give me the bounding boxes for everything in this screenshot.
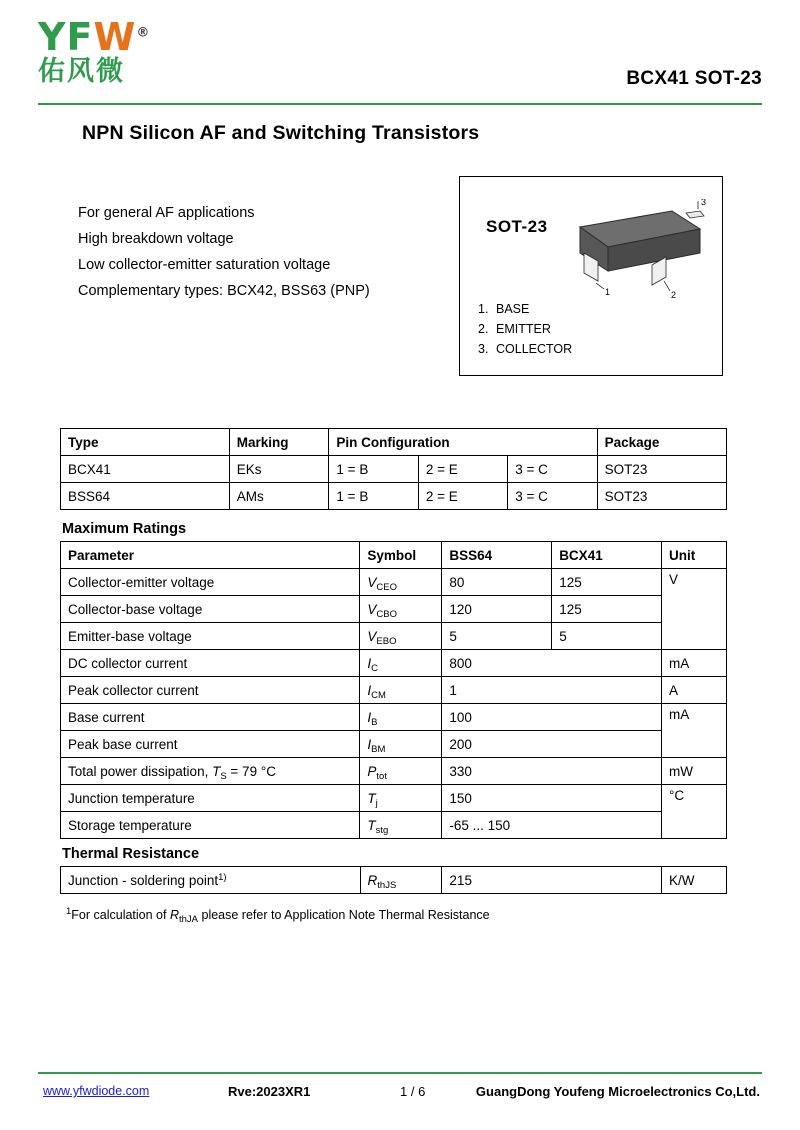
section-heading-thermal-resistance: Thermal Resistance bbox=[62, 846, 200, 862]
cell-marking: AMs bbox=[229, 483, 329, 510]
table-row bbox=[61, 785, 727, 812]
cell-type: BCX41 bbox=[61, 456, 230, 483]
symbol-sub: CBO bbox=[376, 608, 398, 620]
cell-parameter bbox=[61, 867, 361, 894]
cell-symbol bbox=[360, 677, 442, 704]
cell-parameter: Collector-emitter voltage bbox=[61, 569, 360, 596]
pin-number: 2. bbox=[478, 322, 489, 336]
cell-symbol bbox=[360, 569, 442, 596]
table-row bbox=[61, 623, 727, 650]
table-row bbox=[61, 677, 727, 704]
cell-value: 215 bbox=[442, 867, 662, 894]
symbol-sub: CM bbox=[371, 689, 386, 701]
table-row bbox=[61, 704, 727, 731]
footnote-number: 1 bbox=[66, 906, 72, 917]
logo-letter-y: Y bbox=[38, 15, 67, 59]
table-row bbox=[61, 596, 727, 623]
symbol-base: P bbox=[367, 763, 377, 779]
cell-pin2: 2 = E bbox=[418, 456, 507, 483]
cell-pin1: 1 = B bbox=[329, 483, 418, 510]
parameter-tail: = 79 °C bbox=[226, 763, 276, 779]
website-link[interactable]: www.yfwdiode.com bbox=[43, 1084, 150, 1098]
page-number: 1 / 6 bbox=[400, 1084, 426, 1099]
symbol-base: V bbox=[367, 574, 377, 590]
table-row bbox=[61, 867, 727, 894]
footnote-symbol: R bbox=[169, 908, 179, 922]
table-row bbox=[61, 731, 727, 758]
parameter-text: Junction - soldering point bbox=[68, 872, 219, 888]
col-unit: Unit bbox=[662, 542, 727, 569]
cell-type: BSS64 bbox=[61, 483, 230, 510]
cell-bcx41: 125 bbox=[552, 596, 662, 623]
cell-parameter: Peak collector current bbox=[61, 677, 360, 704]
col-parameter: Parameter bbox=[61, 542, 360, 569]
cell-unit: A bbox=[662, 677, 727, 704]
cell-parameter: Emitter-base voltage bbox=[61, 623, 360, 650]
feature-item: For general AF applications bbox=[78, 205, 255, 221]
cell-unit: mA bbox=[662, 704, 727, 758]
cell-unit: K/W bbox=[662, 867, 727, 894]
type-table bbox=[60, 428, 727, 510]
cell-pin2: 2 = E bbox=[418, 483, 507, 510]
page-title: NPN Silicon AF and Switching Transistors bbox=[82, 122, 480, 144]
footnote-text-a: For calculation of bbox=[71, 908, 170, 922]
cell-parameter: Peak base current bbox=[61, 731, 360, 758]
symbol-base: T bbox=[367, 817, 376, 833]
cell-bss64: 80 bbox=[442, 569, 552, 596]
pin-number: 1. bbox=[478, 302, 489, 316]
col-bss64: BSS64 bbox=[442, 542, 552, 569]
cell-bss64: 5 bbox=[442, 623, 552, 650]
symbol-sub: EBO bbox=[376, 635, 397, 647]
col-bcx41: BCX41 bbox=[552, 542, 662, 569]
symbol-base: I bbox=[367, 709, 372, 725]
cell-unit: mA bbox=[662, 650, 727, 677]
page-footer bbox=[38, 1080, 762, 1106]
cell-parameter bbox=[61, 758, 360, 785]
cell-pin1: 1 = B bbox=[329, 456, 418, 483]
cell-symbol bbox=[360, 731, 442, 758]
symbol-sub: tot bbox=[376, 770, 387, 782]
footer-divider bbox=[38, 1072, 762, 1074]
logo-letter-f: F bbox=[66, 15, 94, 59]
symbol-sub: stg bbox=[375, 824, 389, 836]
callout-2: 2 bbox=[671, 290, 677, 300]
cell-value: 800 bbox=[442, 650, 662, 677]
col-type: Type bbox=[61, 429, 230, 456]
cell-value: 200 bbox=[442, 731, 662, 758]
table-row bbox=[61, 758, 727, 785]
table-header-row bbox=[61, 542, 727, 569]
page-header bbox=[0, 0, 800, 104]
cell-pin3: 3 = C bbox=[508, 456, 597, 483]
footnote-text-b: please refer to Application Note Thermal Resistance bbox=[198, 908, 490, 922]
sot23-package-drawing bbox=[560, 199, 710, 309]
cell-unit: V bbox=[662, 569, 727, 650]
table-row bbox=[61, 483, 727, 510]
cell-value: 150 bbox=[442, 785, 662, 812]
symbol-sub: thJS bbox=[377, 879, 397, 891]
callout-1: 1 bbox=[605, 287, 611, 297]
cell-symbol bbox=[360, 812, 442, 839]
feature-list bbox=[78, 200, 458, 304]
footnote-symbol-sub: thJA bbox=[179, 914, 199, 925]
cell-value: -65 ... 150 bbox=[442, 812, 662, 839]
cell-value: 1 bbox=[442, 677, 662, 704]
cell-unit: mW bbox=[662, 758, 727, 785]
symbol-sub: CEO bbox=[376, 581, 398, 593]
symbol-base: V bbox=[367, 601, 377, 617]
header-divider bbox=[38, 103, 762, 105]
cell-parameter: Collector-base voltage bbox=[61, 596, 360, 623]
section-heading-maximum-ratings: Maximum Ratings bbox=[62, 521, 187, 537]
part-number-title: BCX41 SOT-23 bbox=[626, 68, 762, 89]
cell-symbol bbox=[360, 704, 442, 731]
symbol-sub: B bbox=[371, 716, 378, 728]
col-marking: Marking bbox=[229, 429, 329, 456]
symbol-sub: C bbox=[371, 662, 379, 674]
thermal-resistance-table bbox=[60, 866, 727, 894]
table-row bbox=[61, 812, 727, 839]
table-header-row bbox=[61, 429, 727, 456]
pin-name: EMITTER bbox=[496, 322, 551, 336]
logo-letter-w: W bbox=[93, 15, 137, 59]
cell-parameter: DC collector current bbox=[61, 650, 360, 677]
feature-item: Low collector-emitter saturation voltage bbox=[78, 257, 331, 273]
package-figure bbox=[459, 176, 723, 376]
company-name: GuangDong Youfeng Microelectronics Co,Ltd. bbox=[475, 1084, 760, 1099]
symbol-sub: BM bbox=[371, 743, 386, 755]
cell-bss64: 120 bbox=[442, 596, 552, 623]
pin-legend bbox=[478, 299, 572, 359]
cell-bcx41: 125 bbox=[552, 569, 662, 596]
revision-label: Rve:2023XR1 bbox=[228, 1084, 311, 1099]
col-pin-config: Pin Configuration bbox=[329, 429, 597, 456]
cell-parameter: Storage temperature bbox=[61, 812, 360, 839]
pin-legend-item-3 bbox=[478, 339, 572, 359]
cell-value: 100 bbox=[442, 704, 662, 731]
symbol-sub: j bbox=[375, 797, 378, 809]
logo-wordmark bbox=[38, 15, 151, 59]
cell-symbol bbox=[360, 623, 442, 650]
callout-3: 3 bbox=[701, 199, 707, 207]
pin-number: 3. bbox=[478, 342, 489, 356]
parameter-symbol-sub: S bbox=[220, 770, 227, 782]
cell-package: SOT23 bbox=[597, 483, 726, 510]
pin-legend-item-2 bbox=[478, 319, 572, 339]
table-row bbox=[61, 650, 727, 677]
feature-item: High breakdown voltage bbox=[78, 231, 234, 247]
cell-symbol bbox=[360, 650, 442, 677]
cell-pin3: 3 = C bbox=[508, 483, 597, 510]
symbol-base: I bbox=[367, 736, 372, 752]
cell-unit: °C bbox=[662, 785, 727, 839]
table-row bbox=[61, 456, 727, 483]
parameter-symbol: T bbox=[212, 763, 221, 779]
cell-package: SOT23 bbox=[597, 456, 726, 483]
parameter-text: Total power dissipation, bbox=[68, 763, 213, 779]
cell-symbol bbox=[360, 785, 442, 812]
cell-symbol bbox=[360, 758, 442, 785]
registered-trademark-icon: ® bbox=[136, 25, 151, 41]
col-package: Package bbox=[597, 429, 726, 456]
pin-name: BASE bbox=[496, 302, 530, 316]
symbol-base: V bbox=[367, 628, 377, 644]
maximum-ratings-table bbox=[60, 541, 727, 839]
symbol-base: I bbox=[367, 655, 372, 671]
company-logo bbox=[38, 15, 151, 87]
pin-name: COLLECTOR bbox=[496, 342, 573, 356]
cell-symbol bbox=[360, 596, 442, 623]
cell-parameter: Base current bbox=[61, 704, 360, 731]
symbol-base: T bbox=[367, 790, 376, 806]
col-symbol: Symbol bbox=[360, 542, 442, 569]
logo-chinese-name: 佑风微 bbox=[38, 56, 125, 87]
cell-bcx41: 5 bbox=[552, 623, 662, 650]
table-row bbox=[61, 569, 727, 596]
cell-parameter: Junction temperature bbox=[61, 785, 360, 812]
package-label: SOT-23 bbox=[486, 217, 548, 236]
symbol-base: R bbox=[367, 872, 378, 888]
footnote-marker: 1) bbox=[218, 871, 227, 883]
symbol-base: I bbox=[367, 682, 372, 698]
footnote bbox=[66, 906, 490, 925]
pin-legend-item-1 bbox=[478, 299, 572, 319]
cell-value: 330 bbox=[442, 758, 662, 785]
feature-item: Complementary types: BCX42, BSS63 (PNP) bbox=[78, 283, 370, 299]
cell-symbol bbox=[360, 867, 442, 894]
cell-marking: EKs bbox=[229, 456, 329, 483]
